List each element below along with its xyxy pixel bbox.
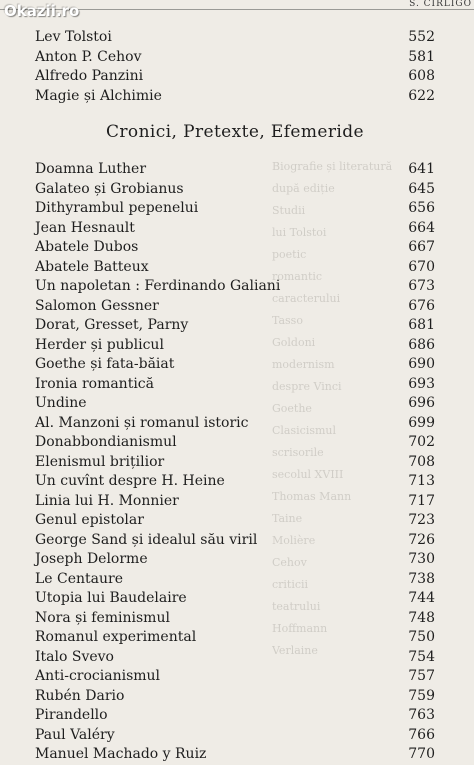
entry-title: Romanul experimental xyxy=(35,629,197,645)
entry-page-number: 744 xyxy=(408,590,435,606)
watermark-logo: Okazii.ro xyxy=(4,2,80,20)
entry-page-number: 723 xyxy=(408,512,435,528)
entry-title: Jean Hesnault xyxy=(35,219,135,236)
section-heading: Cronici, Pretexte, Efemeride xyxy=(106,122,364,142)
toc-entry xyxy=(35,316,435,336)
entry-page-number: 676 xyxy=(408,297,435,314)
entry-page-number: 552 xyxy=(408,29,435,45)
toc-entry xyxy=(35,609,435,629)
entry-page-number: 693 xyxy=(408,375,435,392)
entry-title: Anti-crocianismul xyxy=(35,668,161,684)
toc-entry xyxy=(35,433,435,453)
toc-entry xyxy=(35,706,435,726)
entry-page-number: 763 xyxy=(408,707,435,723)
toc-entry xyxy=(35,336,435,356)
entry-title: Undine xyxy=(35,395,87,411)
toc-entry xyxy=(35,472,435,492)
entry-page-number: 702 xyxy=(408,434,435,450)
toc-entry xyxy=(35,394,435,414)
entry-page-number: 754 xyxy=(408,648,435,665)
entry-title: Manuel Machado y Ruiz xyxy=(35,746,207,762)
entry-page-number: 608 xyxy=(408,68,435,84)
entry-page-number: 645 xyxy=(408,180,435,197)
entry-title: Galateo și Grobianus xyxy=(35,180,184,197)
toc-entry xyxy=(35,414,435,434)
entry-page-number: 717 xyxy=(408,492,435,509)
entry-title: Donabbondianismul xyxy=(35,434,177,450)
toc-entry xyxy=(35,67,435,87)
entry-title: Alfredo Panzini xyxy=(35,68,144,84)
entry-title: Pirandello xyxy=(35,707,108,723)
entry-title: Doamna Luther xyxy=(35,161,147,177)
entry-title: Abatele Batteux xyxy=(35,258,149,275)
toc-entry xyxy=(35,277,435,297)
toc-entry xyxy=(35,219,435,239)
toc-entry xyxy=(35,199,435,219)
toc-entry xyxy=(35,375,435,395)
entry-page-number: 748 xyxy=(408,609,435,626)
entry-page-number: 690 xyxy=(408,356,435,372)
toc-entry xyxy=(35,726,435,746)
entry-page-number: 759 xyxy=(408,687,435,704)
bleed-through-text: Biografie și literatură după ediție Studii lui Tolstoi poetic romantic caracterului Tasso Goldoni modernism despre Vinci Goethe Clasicismul scrisorile secolul XVIII Thomas Mann Taine Molière Cehov criticii teatrului Hoffmann Verlaine xyxy=(272,160,393,657)
entry-title: Herder și publicul xyxy=(35,336,164,353)
toc-entry xyxy=(35,355,435,375)
toc-entry xyxy=(35,589,435,609)
toc-entry xyxy=(35,648,435,668)
entry-page-number: 730 xyxy=(408,551,435,567)
entry-page-number: 750 xyxy=(408,629,435,645)
entry-title: Paul Valéry xyxy=(35,726,115,743)
toc-entry xyxy=(35,550,435,570)
entry-page-number: 757 xyxy=(408,668,435,684)
entry-title: Elenismul brițilior xyxy=(35,453,165,470)
entry-page-number: 770 xyxy=(408,746,435,762)
entry-page-number: 708 xyxy=(408,453,435,470)
entry-page-number: 641 xyxy=(408,161,435,177)
toc-entry xyxy=(35,87,435,107)
toc-entry xyxy=(35,160,435,180)
toc-entry xyxy=(35,570,435,590)
toc-list-previous xyxy=(35,28,435,106)
entry-title: Linia lui H. Monnier xyxy=(35,492,179,509)
entry-page-number: 766 xyxy=(408,726,435,743)
toc-list xyxy=(35,160,435,765)
entry-title: Le Centaure xyxy=(35,570,124,587)
entry-page-number: 656 xyxy=(408,200,435,216)
entry-title: Nora și feminismul xyxy=(35,609,170,626)
entry-title: Lev Tolstoi xyxy=(35,29,112,45)
toc-entry xyxy=(35,238,435,258)
toc-entry xyxy=(35,297,435,317)
toc-entry xyxy=(35,687,435,707)
toc-entry xyxy=(35,667,435,687)
entry-page-number: 622 xyxy=(408,87,435,104)
entry-title: Utopia lui Baudelaire xyxy=(35,590,187,606)
entry-page-number: 696 xyxy=(408,395,435,411)
toc-entry xyxy=(35,511,435,531)
entry-page-number: 699 xyxy=(408,414,435,431)
entry-title: Dorat, Gresset, Parny xyxy=(35,317,189,333)
toc-entry xyxy=(35,453,435,473)
entry-page-number: 713 xyxy=(408,473,435,489)
entry-title: Anton P. Cehov xyxy=(35,48,142,65)
entry-title: Italo Svevo xyxy=(35,648,114,665)
entry-page-number: 686 xyxy=(408,336,435,353)
entry-title: George Sand și idealul său viril xyxy=(35,531,258,548)
toc-entry xyxy=(35,258,435,278)
entry-title: Joseph Delorme xyxy=(35,551,148,567)
entry-title: Dithyrambul pepenelui xyxy=(35,200,199,216)
entry-title: Abatele Dubos xyxy=(35,239,139,255)
entry-title: Goethe și fata-băiat xyxy=(35,356,175,372)
toc-entry xyxy=(35,531,435,551)
entry-title: Un napoletan : Ferdinando Galiani xyxy=(35,278,281,294)
toc-entry xyxy=(35,180,435,200)
toc-entry xyxy=(35,745,435,765)
entry-page-number: 681 xyxy=(408,317,435,333)
toc-entry xyxy=(35,28,435,48)
toc-entry xyxy=(35,628,435,648)
entry-page-number: 673 xyxy=(408,278,435,294)
entry-page-number: 738 xyxy=(408,570,435,587)
entry-title: Salomon Gessner xyxy=(35,297,159,314)
entry-title: Un cuvînt despre H. Heine xyxy=(35,473,225,489)
entry-page-number: 726 xyxy=(408,531,435,548)
entry-page-number: 664 xyxy=(408,219,435,236)
entry-title: Al. Manzoni și romanul istoric xyxy=(35,414,249,431)
entry-page-number: 581 xyxy=(408,48,435,65)
entry-page-number: 667 xyxy=(408,239,435,255)
entry-page-number: 670 xyxy=(408,258,435,275)
entry-title: Magie și Alchimie xyxy=(35,87,162,104)
entry-title: Rubén Dario xyxy=(35,687,125,704)
toc-entry xyxy=(35,48,435,68)
toc-entry xyxy=(35,492,435,512)
entry-title: Genul epistolar xyxy=(35,512,144,528)
running-head: S. CIRLIGO xyxy=(403,0,474,9)
entry-title: Ironia romantică xyxy=(35,375,154,392)
